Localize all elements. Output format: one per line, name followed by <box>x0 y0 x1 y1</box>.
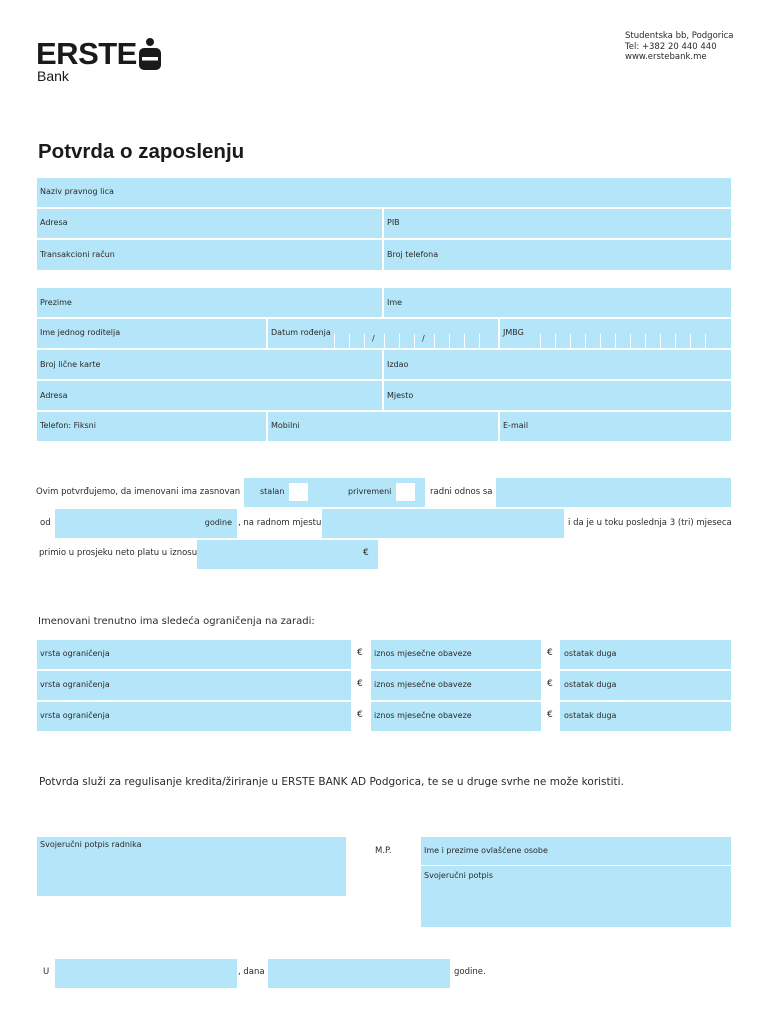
company-name-label: Naziv pravnog lica <box>40 187 114 196</box>
remaining-debt-field[interactable] <box>560 702 731 731</box>
jmbg-field[interactable] <box>500 319 731 348</box>
phone-line: Tel: +382 20 440 440 <box>625 41 717 52</box>
company-phone-field[interactable] <box>384 240 731 270</box>
company-address-label: Adresa <box>40 218 68 227</box>
date-tick <box>349 334 350 348</box>
last-months-text: i da je u toku poslednja 3 (tri) mjeseca <box>568 518 732 528</box>
monthly-obligation-field[interactable] <box>371 671 541 700</box>
jmbg-tick <box>705 334 706 348</box>
permanent-label: stalan <box>260 487 285 496</box>
page-title: Potvrda o zaposlenju <box>38 140 245 163</box>
birth-date-label: Datum rođenja <box>271 328 331 337</box>
jmbg-tick <box>555 334 556 348</box>
city-field[interactable] <box>384 381 731 410</box>
authorized-person-field[interactable] <box>421 837 731 865</box>
parent-name-field[interactable] <box>37 319 266 348</box>
date-tick <box>334 334 335 348</box>
permanent-checkbox[interactable] <box>289 483 308 501</box>
temporary-label: privremeni <box>348 487 392 496</box>
start-year-field[interactable] <box>55 509 237 538</box>
email-label: E-mail <box>503 421 529 430</box>
salary-field[interactable] <box>197 540 378 569</box>
date-tick <box>434 334 435 348</box>
remaining-debt-field[interactable] <box>560 640 731 669</box>
erste-symbol-icon <box>139 38 161 70</box>
landline-label: Telefon: Fiksni <box>40 421 96 430</box>
bank-address <box>625 31 734 63</box>
jmbg-tick <box>675 334 676 348</box>
issued-by-label: Izdao <box>387 360 409 369</box>
date-separator: / <box>422 334 425 343</box>
transaction-account-field[interactable] <box>37 240 382 270</box>
id-card-field[interactable] <box>37 350 382 379</box>
date-tick <box>464 334 465 348</box>
date-tick <box>449 334 450 348</box>
date-text: , dana <box>238 967 265 977</box>
jmbg-tick <box>570 334 571 348</box>
from-text: od <box>40 518 51 528</box>
person-address-field[interactable] <box>37 381 382 410</box>
city-label: Mjesto <box>387 391 414 400</box>
employment-with-text: radni odnos sa <box>430 487 493 497</box>
person-address-label: Adresa <box>40 391 68 400</box>
euro-sign: € <box>547 648 553 658</box>
place-text: U <box>43 967 50 977</box>
id-card-label: Broj lične karte <box>40 360 101 369</box>
place-field[interactable] <box>55 959 237 988</box>
position-field[interactable] <box>322 509 564 538</box>
issued-by-field[interactable] <box>384 350 731 379</box>
monthly-obligation-field[interactable] <box>371 702 541 731</box>
jmbg-tick <box>660 334 661 348</box>
restriction-type-label: vrsta ograničenja <box>40 711 110 720</box>
employer-field[interactable] <box>496 478 731 507</box>
jmbg-tick <box>630 334 631 348</box>
jmbg-tick <box>645 334 646 348</box>
monthly-obligation-field[interactable] <box>371 640 541 669</box>
year-suffix-text: godine. <box>454 967 486 977</box>
date-tick <box>414 334 415 348</box>
euro-sign: € <box>363 548 369 558</box>
monthly-obligation-label: iznos mjesečne obaveze <box>374 711 472 720</box>
transaction-account-label: Transakcioni račun <box>40 250 115 259</box>
euro-sign: € <box>547 710 553 720</box>
first-name-field[interactable] <box>384 288 731 317</box>
euro-sign: € <box>357 648 363 658</box>
mobile-field[interactable] <box>268 412 498 441</box>
monthly-obligation-label: iznos mjesečne obaveze <box>374 649 472 658</box>
authorized-signature-label: Svojeručni potpis <box>424 871 494 880</box>
company-name-field[interactable] <box>37 178 731 207</box>
remaining-debt-label: ostatak duga <box>564 711 617 720</box>
pib-label: PIB <box>387 218 400 227</box>
jmbg-tick <box>600 334 601 348</box>
year-label: godine <box>204 518 232 527</box>
date-tick <box>384 334 385 348</box>
remaining-debt-field[interactable] <box>560 671 731 700</box>
logo-sub: Bank <box>37 68 69 84</box>
surname-field[interactable] <box>37 288 382 317</box>
monthly-obligation-label: iznos mjesečne obaveze <box>374 680 472 689</box>
temporary-checkbox[interactable] <box>396 483 415 501</box>
logo-word: ERSTE <box>36 36 137 71</box>
salary-text: primio u prosjeku neto platu u iznosu <box>39 548 198 558</box>
authorized-signature-field[interactable] <box>421 866 731 927</box>
remaining-debt-label: ostatak duga <box>564 649 617 658</box>
surname-label: Prezime <box>40 298 72 307</box>
jmbg-label: JMBG <box>503 328 524 337</box>
euro-sign: € <box>357 679 363 689</box>
jmbg-tick <box>540 334 541 348</box>
employment-type-field <box>244 478 425 507</box>
first-name-label: Ime <box>387 298 403 307</box>
employment-intro-text: Ovim potvrđujemo, da imenovani ima zasnovan <box>36 487 241 497</box>
birth-date-field[interactable] <box>268 319 498 348</box>
usage-statement: Potvrda služi za regulisanje kredita/žiriranje u ERSTE BANK AD Podgorica, te se u druge svrhe ne može koristiti. <box>39 776 624 788</box>
date-separator: / <box>372 334 375 343</box>
mobile-label: Mobilni <box>271 421 300 430</box>
restrictions-heading: Imenovani trenutno ima sledeća ograničenja na zaradi: <box>38 616 315 627</box>
date-field[interactable] <box>268 959 450 988</box>
remaining-debt-label: ostatak duga <box>564 680 617 689</box>
landline-field[interactable] <box>37 412 266 441</box>
position-text: , na radnom mjestu <box>238 518 322 528</box>
pib-field[interactable] <box>384 209 731 238</box>
jmbg-tick <box>615 334 616 348</box>
address-line: Studentska bb, Podgorica <box>625 31 734 41</box>
employee-signature-label: Svojeručni potpis radnika <box>40 840 142 849</box>
company-address-field[interactable] <box>37 209 382 238</box>
euro-sign: € <box>357 710 363 720</box>
date-tick <box>479 334 480 348</box>
restriction-type-label: vrsta ograničenja <box>40 680 110 689</box>
date-tick <box>399 334 400 348</box>
company-phone-label: Broj telefona <box>387 250 439 259</box>
parent-name-label: Ime jednog roditelja <box>40 328 121 337</box>
date-tick <box>364 334 365 348</box>
website-line[interactable]: www.erstebank.me <box>625 52 707 62</box>
email-field[interactable] <box>500 412 731 441</box>
restriction-type-field[interactable] <box>37 702 351 731</box>
bank-logo <box>36 38 166 86</box>
stamp-label: M.P. <box>375 846 392 856</box>
restriction-type-field[interactable] <box>37 640 351 669</box>
jmbg-tick <box>690 334 691 348</box>
euro-sign: € <box>547 679 553 689</box>
authorized-person-label: Ime i prezime ovlašćene osobe <box>424 846 548 855</box>
employee-signature-field[interactable] <box>37 837 346 896</box>
restriction-type-field[interactable] <box>37 671 351 700</box>
restriction-type-label: vrsta ograničenja <box>40 649 110 658</box>
jmbg-tick <box>585 334 586 348</box>
